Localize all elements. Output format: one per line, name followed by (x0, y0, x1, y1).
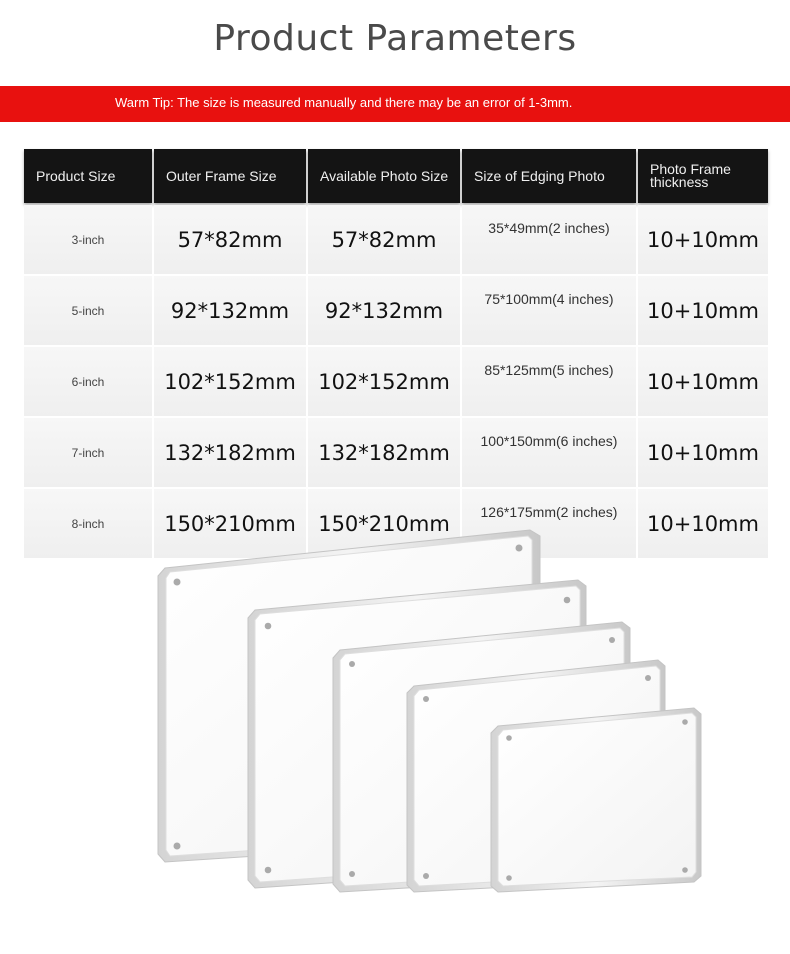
warm-tip-banner (0, 86, 790, 122)
cell-edging-photo-size: 100*150mm(6 inches) (462, 418, 636, 487)
header-available-photo-size: Available Photo Size (308, 149, 460, 203)
page-title: Product Parameters (213, 18, 577, 59)
table-row (24, 205, 768, 274)
cell-edging-photo-size: 126*175mm(2 inches) (462, 489, 636, 558)
acrylic-frames-photo (0, 500, 790, 954)
cell-available-photo-size: 102*152mm (308, 347, 460, 416)
cell-outer-frame-size: 92*132mm (154, 276, 306, 345)
cell-product-size: 7-inch (24, 418, 152, 487)
cell-product-size: 6-inch (24, 347, 152, 416)
cell-product-size: 5-inch (24, 276, 152, 345)
cell-frame-thickness: 10+10mm (638, 418, 768, 487)
table-row (24, 418, 768, 487)
header-edging-photo-size: Size of Edging Photo (462, 149, 636, 203)
table-header-row (24, 149, 768, 203)
cell-available-photo-size: 57*82mm (308, 205, 460, 274)
table-row (24, 276, 768, 345)
cell-available-photo-size: 92*132mm (308, 276, 460, 345)
cell-outer-frame-size: 132*182mm (154, 418, 306, 487)
warm-tip-text: Warm Tip: The size is measured manually and there may be an error of 1-3mm. (115, 95, 573, 110)
cell-outer-frame-size: 57*82mm (154, 205, 306, 274)
cell-product-size: 3-inch (24, 205, 152, 274)
cell-frame-thickness: 10+10mm (638, 205, 768, 274)
cell-product-size: 8-inch (24, 489, 152, 558)
header-product-size: Product Size (24, 149, 152, 203)
cell-available-photo-size: 132*182mm (308, 418, 460, 487)
cell-frame-thickness: 10+10mm (638, 489, 768, 558)
cell-edging-photo-size: 85*125mm(5 inches) (462, 347, 636, 416)
cell-edging-photo-size: 35*49mm(2 inches) (462, 205, 636, 274)
cell-outer-frame-size: 150*210mm (154, 489, 306, 558)
header-outer-frame-size: Outer Frame Size (154, 149, 306, 203)
table-row (24, 347, 768, 416)
cell-outer-frame-size: 102*152mm (154, 347, 306, 416)
header-frame-thickness: Photo Frame thickness (638, 149, 768, 203)
acrylic-frame-3-inch (491, 708, 701, 892)
cell-frame-thickness: 10+10mm (638, 276, 768, 345)
parameters-table (22, 147, 770, 560)
cell-frame-thickness: 10+10mm (638, 347, 768, 416)
cell-available-photo-size: 150*210mm (308, 489, 460, 558)
cell-edging-photo-size: 75*100mm(4 inches) (462, 276, 636, 345)
